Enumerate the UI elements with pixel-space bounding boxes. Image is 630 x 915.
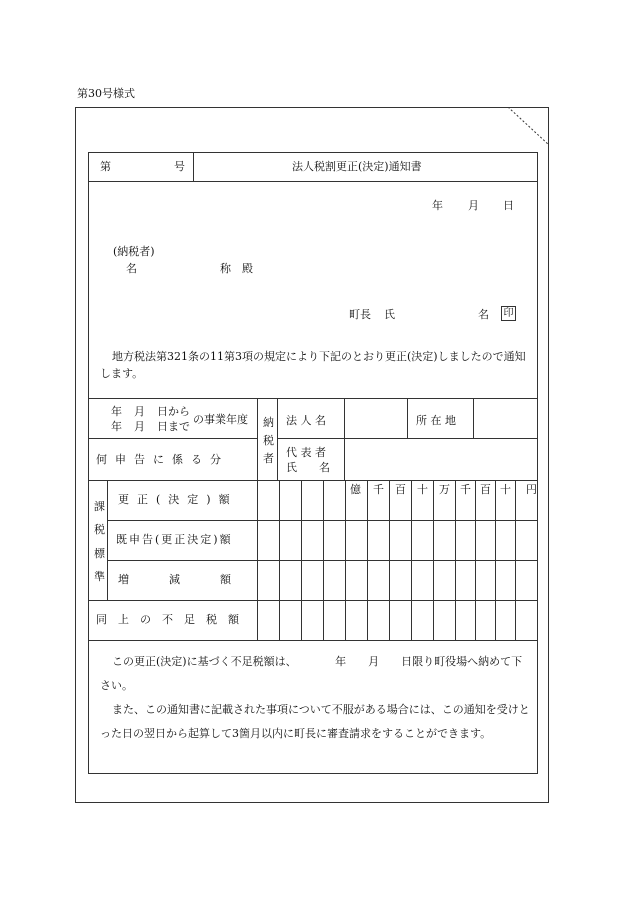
shortfall-tax-label: 同上の不足税額 xyxy=(96,613,250,626)
number-suffix: 号 xyxy=(174,160,185,173)
date-day: 日 xyxy=(503,199,514,212)
address-value-vline xyxy=(473,398,474,438)
period-to-day: 日まで xyxy=(157,420,190,433)
amount-vline-7 xyxy=(411,480,412,640)
taxpayer-vertical-1: 納 xyxy=(263,416,274,429)
corp-name-label: 法 人 名 xyxy=(286,414,326,427)
unit-oku: 億 xyxy=(350,483,361,496)
rep-label-2: 氏 名 xyxy=(286,461,330,474)
period-from-year: 年 xyxy=(111,405,122,418)
period-from-month: 月 xyxy=(134,405,145,418)
table-bottom-line xyxy=(89,640,537,641)
unit-man: 万 xyxy=(439,483,450,496)
amount-vline-10 xyxy=(475,480,476,640)
taxpayer-label: (納税者) xyxy=(113,245,155,258)
tax-base-char-2: 税 xyxy=(94,523,105,536)
document-title: 法人税割更正(決定)通知書 xyxy=(292,160,422,173)
corp-divider xyxy=(277,438,537,439)
amount-vline-6 xyxy=(389,480,390,640)
amount-vline-11 xyxy=(495,480,496,640)
tax-base-char-1: 課 xyxy=(94,500,105,513)
unit-sen-2: 千 xyxy=(460,483,471,496)
address-label: 所 在 地 xyxy=(416,414,456,427)
unit-yen: 円 xyxy=(526,483,537,496)
rep-label-1: 代 表 者 xyxy=(286,446,326,459)
date-year: 年 xyxy=(432,199,443,212)
intro-divider xyxy=(89,398,537,399)
corp-name-vline xyxy=(344,398,345,438)
period-suffix: の事業年度 xyxy=(193,413,248,426)
issuer-title: 町長 xyxy=(349,308,371,321)
unit-ju-2: 十 xyxy=(500,483,511,496)
amount-vline-5 xyxy=(367,480,368,640)
declaration-label: 何申告に係る分 xyxy=(96,453,229,466)
issuer-name-char: 氏 xyxy=(384,308,395,321)
unit-hyaku-2: 百 xyxy=(480,483,491,496)
number-prefix: 第 xyxy=(100,160,111,173)
period-to-year: 年 xyxy=(111,420,122,433)
tax-base-char-4: 準 xyxy=(94,570,105,583)
table-top-line xyxy=(89,480,537,481)
address-label-vline xyxy=(407,398,408,438)
tax-base-char-3: 標 xyxy=(94,547,105,560)
period-vline xyxy=(257,398,258,480)
period-divider xyxy=(89,438,257,439)
taxpayer-vertical-3: 者 xyxy=(263,452,274,465)
amount-vline-12 xyxy=(515,480,516,640)
row-line-3 xyxy=(89,600,537,601)
intro-text: 地方税法第321条の11第3項の規定により下記のとおり更正(決定)しましたので通知します。 xyxy=(100,350,526,380)
period-from-day: 日から xyxy=(157,405,190,418)
row-line-1 xyxy=(107,520,537,521)
header-vline xyxy=(193,153,194,181)
correction-amount-label: 更正(決定)額 xyxy=(118,493,238,506)
rep-vline xyxy=(344,438,345,480)
recipient-honorific: 殿 xyxy=(242,262,253,275)
recipient-name-char-2: 称 xyxy=(220,262,231,275)
amount-vline-3 xyxy=(323,480,324,640)
unit-sen-1: 千 xyxy=(373,483,384,496)
payment-deadline-text: この更正(決定)に基づく不足税額は、 年 月 日限り町役場へ納めて下さい。 xyxy=(100,655,523,692)
unit-ju-1: 十 xyxy=(417,483,428,496)
header-divider xyxy=(89,181,537,182)
amount-vline-9 xyxy=(455,480,456,640)
date-month: 月 xyxy=(468,199,479,212)
period-to-month: 月 xyxy=(134,420,145,433)
corner-fold-mark xyxy=(508,107,550,147)
row-line-2 xyxy=(107,560,537,561)
unit-hyaku-1: 百 xyxy=(395,483,406,496)
taxpayer-vline xyxy=(277,398,278,480)
previous-amount-label: 既申告(更正決定)額 xyxy=(116,533,233,546)
payment-notice xyxy=(100,650,530,746)
amount-vline-2 xyxy=(301,480,302,640)
amount-vline-8 xyxy=(433,480,434,640)
seal-box: 印 xyxy=(501,306,516,321)
amount-vline-1 xyxy=(279,480,280,640)
amount-start-vline xyxy=(257,480,258,640)
form-number: 第30号様式 xyxy=(77,87,135,100)
issuer-name-char-2: 名 xyxy=(478,308,489,321)
taxpayer-vertical-2: 税 xyxy=(263,434,274,447)
amount-vline-4 xyxy=(345,480,346,640)
appeal-text: また、この通知書に記載された事項について不服がある場合には、この通知を受けとった日の翌日から起算して3箇月以内に町長に審査請求をすることができます。 xyxy=(100,703,530,740)
change-amount-label: 増減額 xyxy=(118,573,271,586)
recipient-name-char: 名 xyxy=(126,262,137,275)
tax-base-vline xyxy=(107,480,108,600)
